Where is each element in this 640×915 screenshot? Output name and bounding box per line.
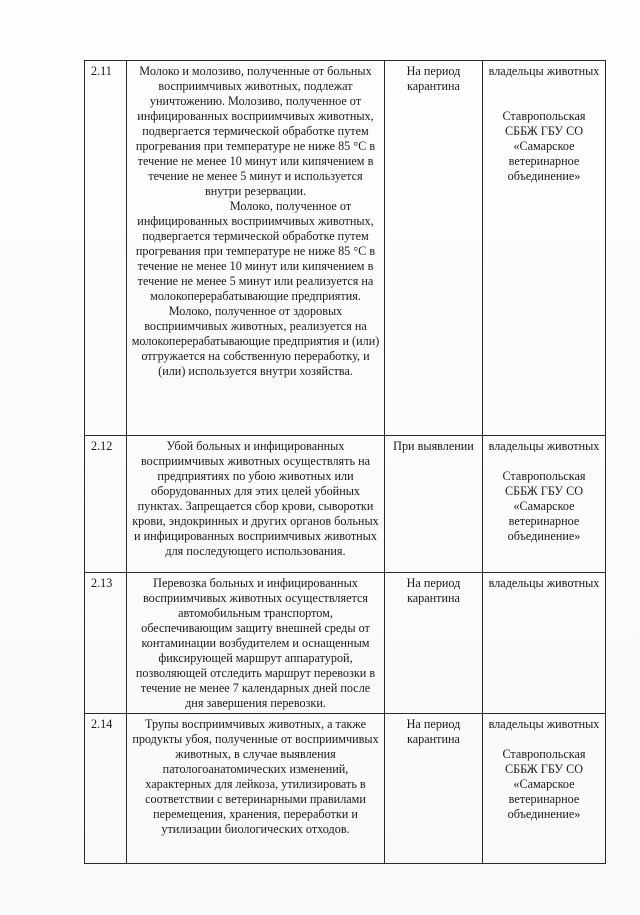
row-number: 2.11 bbox=[85, 61, 127, 436]
description-paragraph: Трупы восприимчивых животных, а также продукты убоя, полученные от восприимчивых животных, в случае выявления патологоанатомических изменений, характерных для лейкоза, утилизировать в соответствии с ветеринарными правилами перемещения, хранения, переработки и утилизации биологических отходов. bbox=[132, 717, 379, 836]
description-paragraph: Молоко и молозиво, полученные от больных восприимчивых животных, подлежат уничтожению. Молозиво, полученное от инфицированных восприимчивых животных, подвергается термической обработке путем прогревания при температуре не ниже 85 °С в течение не менее 10 минут или кипячением в течение не менее 5 минут и используется внутри резервации. bbox=[135, 64, 376, 198]
responsible-organization: Ставропольская СББЖ ГБУ СО «Самарское ветеринарное объединение» bbox=[502, 109, 586, 183]
responsible-owners: владельцы животных bbox=[488, 576, 600, 590]
row-description bbox=[127, 573, 385, 714]
row-description bbox=[127, 61, 385, 436]
table-row bbox=[85, 573, 606, 714]
row-period: На период карантина bbox=[385, 573, 483, 714]
description-paragraph: Молоко, полученное от здоровых восприимчивых животных, реализуется на молокоперерабатывающие предприятия и (или) отгружается на собственную переработку, и (или) используется внутри хозяйства. bbox=[131, 304, 380, 378]
row-period: При выявлении bbox=[385, 436, 483, 573]
responsible-owners: владельцы животных bbox=[488, 717, 600, 731]
responsible-owners: владельцы животных bbox=[488, 439, 600, 453]
row-responsible bbox=[483, 714, 606, 864]
row-description bbox=[127, 714, 385, 864]
table-row bbox=[85, 714, 606, 864]
responsible-organization: Ставропольская СББЖ ГБУ СО «Самарское ветеринарное объединение» bbox=[502, 469, 586, 543]
description-paragraph: Перевозка больных и инфицированных восприимчивых животных осуществляется автомобильным транспортом, обеспечивающим защиту внешней среды от контаминации возбудителем и оснащенным фиксирующей маршрут аппаратурой, позволяющей отследить маршрут перевозки в течение не менее 7 календарных дней после дня завершения перевозки. bbox=[135, 576, 376, 710]
row-responsible bbox=[483, 573, 606, 714]
table-row bbox=[85, 436, 606, 573]
row-period: На период карантина bbox=[385, 714, 483, 864]
row-responsible bbox=[483, 436, 606, 573]
row-number: 2.14 bbox=[85, 714, 127, 864]
row-responsible bbox=[483, 61, 606, 436]
row-description bbox=[127, 436, 385, 573]
measures-table bbox=[84, 60, 606, 864]
description-paragraph: Молоко, полученное от инфицированных восприимчивых животных, подвергается термической обработке путем прогревания при температуре не ниже 85 °С в течение не менее 10 минут или кипячением в течение не менее 5 минут или реализуется на молокоперерабатывающие предприятия. bbox=[135, 199, 376, 303]
row-number: 2.12 bbox=[85, 436, 127, 573]
row-period: На период карантина bbox=[385, 61, 483, 436]
responsible-owners: владельцы животных bbox=[488, 64, 600, 78]
description-paragraph: Убой больных и инфицированных восприимчивых животных осуществлять на предприятиях по убою животных или оборудованных для этих целей убойных пунктах. Запрещается сбор крови, сыворотки крови, эндокринных и других органов больных и инфицированных восприимчивых животных для последующего использования. bbox=[132, 439, 379, 558]
table-row bbox=[85, 61, 606, 436]
row-number: 2.13 bbox=[85, 573, 127, 714]
responsible-organization: Ставропольская СББЖ ГБУ СО «Самарское ветеринарное объединение» bbox=[502, 747, 586, 821]
